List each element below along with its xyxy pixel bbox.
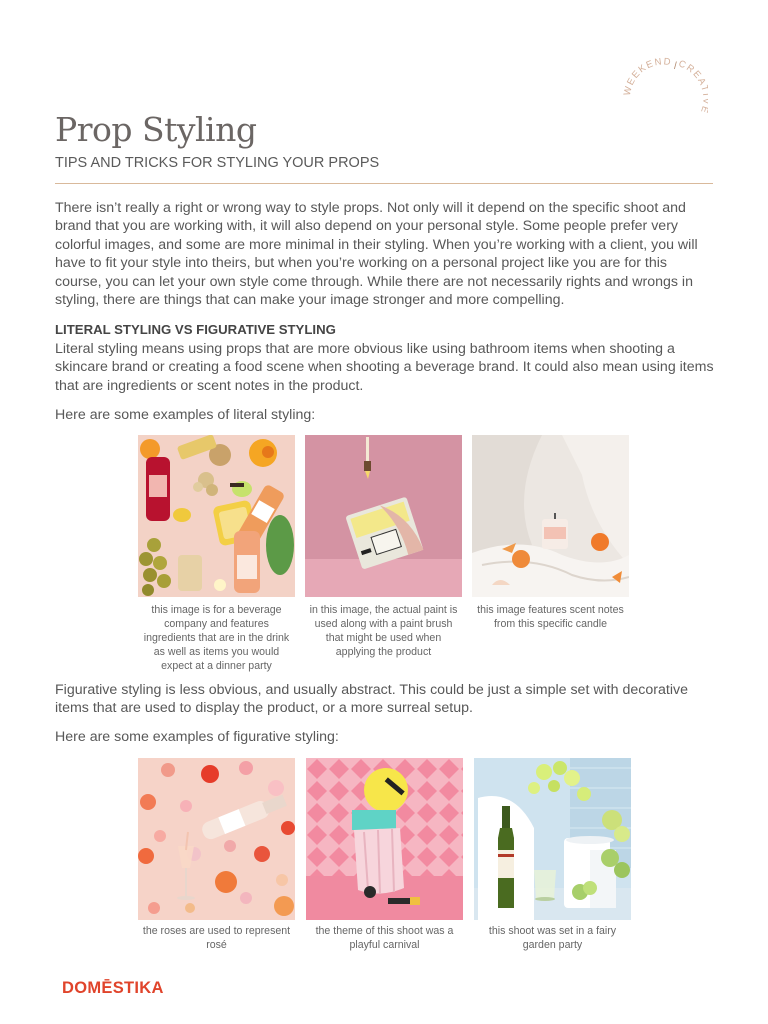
svg-text:CREATIVE <box>677 58 708 115</box>
literal-example-beverage-photo <box>138 435 295 597</box>
literal-examples-intro: Here are some examples of literal styling: <box>55 407 316 423</box>
figurative-example-carnival-photo <box>306 758 463 920</box>
page-title: Prop Styling <box>55 110 257 149</box>
figurative-caption-garden: this shoot was set in a fairy garden party <box>488 925 617 952</box>
figurative-caption-roses: the roses are used to represent rosé <box>142 925 291 952</box>
literal-example-candle-photo <box>472 435 629 597</box>
section-heading-literal-vs-figurative: LITERAL STYLING VS FIGURATIVE STYLING <box>55 322 336 337</box>
figurative-examples-intro: Here are some examples of figurative styling: <box>55 729 339 745</box>
domestika-logo: DOMĒSTIKA <box>62 979 164 997</box>
intro-paragraph: There isn’t really a right or wrong way to style props. Not only will it depend on the specific shoot and brand that you are working with, it will also depend on your personal style. Some people prefer very colorful images, and some are more minimal in their styling. When you’re working with a client, you will have to fit your style into theirs, but when you’re working on a personal project like you are for this course, you can let your own style come through. While there are not necessarily rights and wrongs in styling, there are things that can make your image stronger and more compelling. <box>55 200 698 309</box>
svg-text:/ <box>674 61 677 72</box>
badge-creative-text: CREA <box>676 58 708 88</box>
title-divider <box>55 183 713 184</box>
literal-caption-paint: in this image, the actual paint is used along with a paint brush that might be used when applying the product <box>309 604 458 659</box>
literal-example-paint-photo <box>305 435 462 597</box>
literal-styling-paragraph: Literal styling means using props that are more obvious like using bathroom items when shooting a skincare brand or creating a food scene when shooting a beverage brand. It could also mean using items that are ingredients or scent notes in the product. <box>55 341 714 394</box>
weekend-creative-badge <box>616 56 708 126</box>
svg-text:WEEKEND <box>622 56 673 96</box>
badge-weekend-text: WEEKEND <box>621 56 673 97</box>
badge-separator: / <box>674 61 677 72</box>
figurative-styling-paragraph: Figurative styling is less obvious, and usually abstract. This could be just a simple set with decorative items that are used to display the product, or a more surreal setup. <box>55 682 688 717</box>
literal-caption-candle: this image features scent notes from this specific candle <box>477 604 624 631</box>
figurative-example-garden-photo <box>474 758 631 920</box>
figurative-example-roses-photo <box>138 758 295 920</box>
page-subtitle: TIPS AND TRICKS FOR STYLING YOUR PROPS <box>55 155 380 171</box>
figurative-caption-carnival: the theme of this shoot was a playful carnival <box>315 925 454 952</box>
literal-caption-beverage: this image is for a beverage company and features ingredients that are in the drink as well as items you would expect at a dinner party <box>143 604 290 673</box>
